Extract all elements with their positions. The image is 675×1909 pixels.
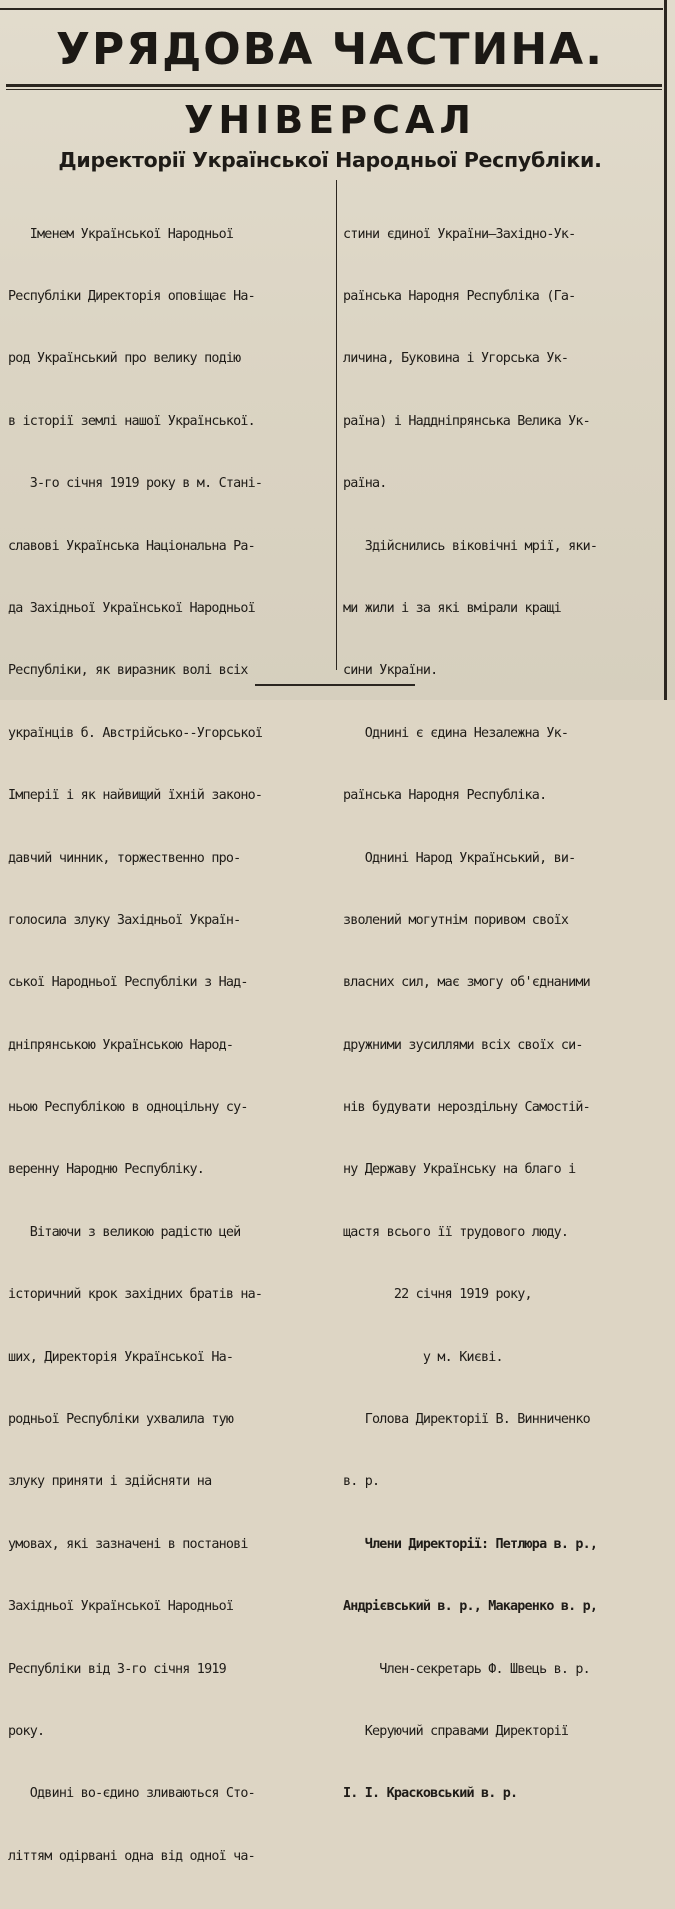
text-line: українців б. Австрійсько--Угорської <box>8 725 263 741</box>
text-line: року. <box>8 1723 45 1739</box>
text-line: раїнська Народня Республіка. <box>343 788 547 804</box>
text-line: власних сил, має змогу об'єднаними <box>343 975 590 991</box>
text-line: історичний крок західних братів на- <box>8 1287 263 1303</box>
text-line: 22 січня 1919 року, <box>343 1287 532 1303</box>
text-line: Однині Народ Український, ви- <box>343 850 576 866</box>
document-subtitle: Директорії Української Народньої Республіки. <box>58 148 602 172</box>
text-line: ших, Директорія Української На- <box>8 1349 234 1365</box>
text-line: ньою Республікою в одноцільну су- <box>8 1100 248 1116</box>
text-line: дніпрянською Українською Народ- <box>8 1037 234 1053</box>
text-line: Однині є єдина Незалежна Ук- <box>343 725 569 741</box>
text-line: літтям одірвані одна від одної ча- <box>8 1848 255 1864</box>
text-line: Імперії і як найвищий їхній законо- <box>8 788 263 804</box>
text-line: Здійснились віковічні мрії, яки- <box>343 538 598 554</box>
text-line: Члени Директорії: Петлюра в. р., <box>343 1536 598 1552</box>
text-line: раїна) і Наддніпрянська Велика Ук- <box>343 413 590 429</box>
text-line: Західньої Української Народньої <box>8 1599 234 1615</box>
text-line: умовах, які зазначені в постанові <box>8 1536 248 1552</box>
text-line: родньої Республіки ухвалила тую <box>8 1412 234 1428</box>
text-line: стини єдиної України—Західно-Ук- <box>343 226 576 242</box>
text-line: голосила злуку Західньої Україн- <box>8 912 241 928</box>
text-line: Республіки Директорія оповіщає На- <box>8 288 255 304</box>
text-line: Андрієвський в. р., Макаренко в. р, <box>343 1599 598 1615</box>
right-text-column <box>343 183 665 1847</box>
text-line: ської Народньої Республіки з Над- <box>8 975 248 991</box>
document-title: УНІВЕРСАЛ <box>184 98 476 142</box>
text-line: Член-секретарь Ф. Швець в. р. <box>343 1661 590 1677</box>
text-line: в. р. <box>343 1474 380 1490</box>
text-line: ми жили і за які вмірали кращі <box>343 600 561 616</box>
text-line: давчий чинник, торжественно про- <box>8 850 241 866</box>
column-divider <box>336 180 337 670</box>
text-line: Республіки, як виразник волі всіх <box>8 663 248 679</box>
text-line: Голова Директорії В. Винниченко <box>343 1412 590 1428</box>
text-line: щастя всього її трудового люду. <box>343 1224 569 1240</box>
text-line: злуку приняти і здійсняти на <box>8 1474 212 1490</box>
left-text-column <box>8 183 333 1909</box>
text-line: сини України. <box>343 663 438 679</box>
text-line: Республіки від 3-го січня 1919 <box>8 1661 226 1677</box>
text-line: Керуючий справами Директорії <box>343 1723 569 1739</box>
text-line: в історії землі нашої Української. <box>8 413 255 429</box>
text-line: зволений могутнім поривом своїх <box>343 912 569 928</box>
text-line: род Український про велику подію <box>8 351 241 367</box>
text-line: ну Державу Українську на благо і <box>343 1162 576 1178</box>
text-line: Іменем Української Народньої <box>8 226 234 242</box>
text-line: Вітаючи з великою радістю цей <box>8 1224 241 1240</box>
text-line: нів будувати нероздільну Самостій- <box>343 1100 590 1116</box>
text-line: славові Українська Національна Ра- <box>8 538 255 554</box>
text-line: веренну Народню Республіку. <box>8 1162 205 1178</box>
section-title: УРЯДОВА ЧАСТИНА. <box>56 24 604 75</box>
section-rule-thick <box>6 84 662 87</box>
top-rule <box>0 8 663 10</box>
text-line: у м. Києві. <box>343 1349 503 1365</box>
text-line: личина, Буковина і Угорська Ук- <box>343 351 569 367</box>
section-rule-thin <box>6 89 662 90</box>
bottom-rule <box>255 684 415 686</box>
text-line: раїнська Народня Республіка (Га- <box>343 288 576 304</box>
text-line: 3-го січня 1919 року в м. Стані- <box>8 476 263 492</box>
text-line: Одвині во-єдино зливаються Сто- <box>8 1786 255 1802</box>
text-line: І. І. Красковський в. р. <box>343 1786 518 1802</box>
text-line: раїна. <box>343 476 387 492</box>
text-line: да Західньої Української Народньої <box>8 600 255 616</box>
text-line: дружними зусиллями всіх своїх си- <box>343 1037 583 1053</box>
